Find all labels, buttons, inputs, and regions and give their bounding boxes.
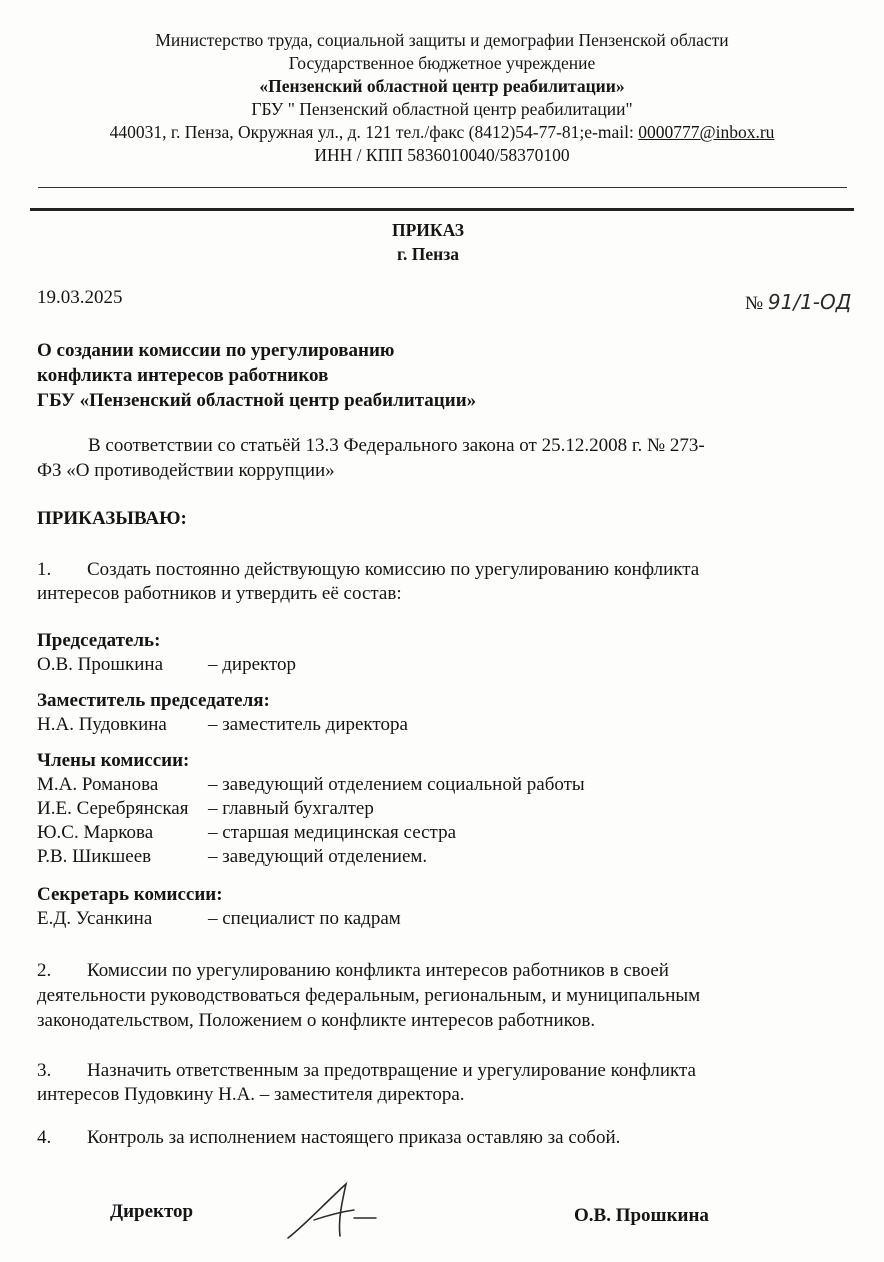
item-3-number: 3. xyxy=(37,1060,52,1081)
secretary-name: Е.Д. Усанкина xyxy=(37,908,153,929)
item-2-text: Комиссии по урегулированию конфликта интересов работников в своей xyxy=(87,960,669,981)
member-2-name: И.Е. Серебрянская xyxy=(37,798,189,819)
subject-line-1: О создании комиссии по урегулированию xyxy=(37,340,395,361)
deputy-name: Н.А. Пудовкина xyxy=(37,714,167,735)
member-3-name: Ю.С. Маркова xyxy=(37,822,154,843)
member-4-position: – заведующий отделением. xyxy=(208,846,428,867)
subject-line-2: конфликта интересов работников xyxy=(37,365,329,386)
item-2-line-1 xyxy=(37,960,669,982)
secretary-position: – специалист по кадрам xyxy=(208,908,401,929)
member-1-name: М.А. Романова xyxy=(37,774,159,795)
header-rule-thin xyxy=(38,187,847,188)
address-line xyxy=(0,122,884,143)
item-3-line-1 xyxy=(37,1060,696,1082)
preamble-line-1: В соответствии со статьёй 13.3 Федерального закона от 25.12.2008 г. № 273- xyxy=(88,435,705,456)
item-1-number: 1. xyxy=(37,559,52,580)
header-rule-thick xyxy=(30,208,854,211)
order-number-handwritten: 91/1-ОД xyxy=(767,290,852,314)
chair-name: О.В. Прошкина xyxy=(37,654,163,675)
item-2-number: 2. xyxy=(37,960,52,981)
secretary-label: Секретарь комиссии: xyxy=(37,884,223,905)
deputy-label: Заместитель председателя: xyxy=(37,690,270,711)
item-3-text: Назначить ответственным за предотвращение и урегулирование конфликта xyxy=(87,1060,696,1081)
order-date: 19.03.2025 xyxy=(37,287,123,308)
item-4-line-1 xyxy=(37,1127,620,1149)
institution-name: «Пензенский областной центр реабилитации» xyxy=(259,76,625,96)
member-1-position: – заведующий отделением социальной работы xyxy=(208,774,585,795)
member-3-position: – старшая медицинская сестра xyxy=(208,822,457,843)
institution-type: Государственное бюджетное учреждение xyxy=(288,53,596,73)
email-link[interactable]: 0000777@inbox.ru xyxy=(638,122,775,142)
item-1-text: Создать постоянно действующую комиссию по урегулированию конфликта xyxy=(87,559,700,580)
chair-label: Председатель: xyxy=(37,630,161,651)
order-title: ПРИКАЗ xyxy=(391,220,465,240)
item-3-line-2: интересов Пудовкину Н.А. – заместителя директора. xyxy=(37,1084,465,1105)
order-number xyxy=(745,290,851,315)
signature-name: О.В. Прошкина xyxy=(574,1205,709,1226)
member-4-name: Р.В. Шикшеев xyxy=(37,846,152,867)
order-city: г. Пенза xyxy=(397,244,459,264)
order-number-prefix: № xyxy=(745,293,764,314)
ministry-name: Министерство труда, социальной защиты и демографии Пензенской области xyxy=(155,30,729,50)
item-2-line-3: законодательством, Положением о конфликте интересов работников. xyxy=(37,1010,596,1031)
members-label: Члены комиссии: xyxy=(37,750,190,771)
chair-position: – директор xyxy=(208,654,297,675)
item-1-line-2: интересов работников и утвердить её состав: xyxy=(37,583,402,604)
deputy-position: – заместитель директора xyxy=(208,714,408,735)
address-text: 440031, г. Пенза, Окружная ул., д. 121 тел./факс (8412)54-77-81;e-mail: xyxy=(109,122,639,142)
subject-line-3: ГБУ «Пензенский областной центр реабилитации» xyxy=(37,390,477,411)
item-2-line-2: деятельности руководствоваться федеральным, региональным, и муниципальным xyxy=(37,985,701,1006)
handwritten-signature xyxy=(284,1180,384,1244)
inn-kpp: ИНН / КПП 5836010040/58370100 xyxy=(314,145,570,165)
preamble-line-2: ФЗ «О противодействии коррупции» xyxy=(37,460,335,481)
item-4-number: 4. xyxy=(37,1127,52,1148)
directive-heading: ПРИКАЗЫВАЮ: xyxy=(37,508,187,529)
item-4-text: Контроль за исполнением настоящего приказа оставляю за собой. xyxy=(87,1127,621,1148)
item-1-line-1 xyxy=(37,559,699,581)
institution-short-name: ГБУ " Пензенский областной центр реабилитации" xyxy=(251,99,633,119)
member-2-position: – главный бухгалтер xyxy=(208,798,374,819)
signature-title: Директор xyxy=(110,1201,194,1222)
